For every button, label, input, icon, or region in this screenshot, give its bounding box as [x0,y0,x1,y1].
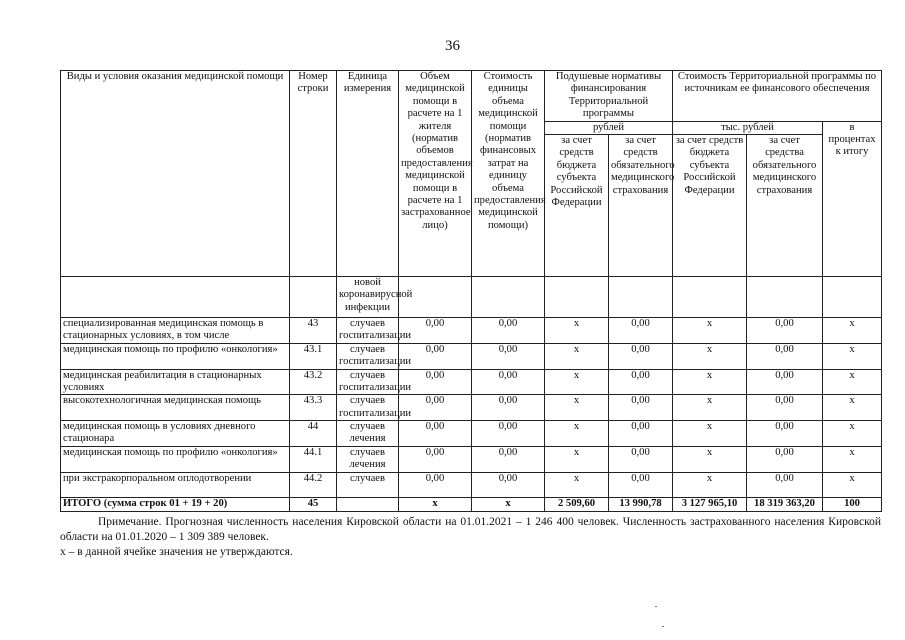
row-pct: x [823,395,882,421]
total-pct: 100 [823,497,882,511]
header-program-cost-group: Стоимость Территориальной программы по источникам ее финансового обеспечения [673,71,882,122]
row-pc-budget: x [545,472,609,497]
header-volume: Объем медицинской помощи в расчете на 1 жителя (норматив объемов предоставления медицинской помощи в расчете на 1 застрахованное лицо) [399,71,472,277]
header-unit: Единица измерения [337,71,399,277]
row-volume: 0,00 [399,343,472,369]
row-cost: 0,00 [472,369,545,395]
row-tp-oms: 0,00 [747,472,823,497]
row-pct: x [823,317,882,343]
header-percent: в процентах к итогу [823,121,882,276]
row-pc-oms: 0,00 [609,446,673,472]
table-row [61,421,882,447]
row-tp-budget: x [673,317,747,343]
row-tp-budget: x [673,446,747,472]
note-population: Примечание. Прогнозная численность населения Кировской области на 01.01.2021 – 1 246 400 человек. Численность застрахованного населения Кировской области на 01.01.2020 – 1 309 389 человек. [60,516,881,543]
row-pc-budget: x [545,343,609,369]
total-unit [337,497,399,511]
footnote [60,515,881,560]
row-tp-budget: x [673,472,747,497]
carry-over-row [61,276,882,317]
row-unit: случаев госпитализации [337,343,399,369]
row-tp-oms: 0,00 [747,421,823,447]
row-volume: 0,00 [399,472,472,497]
row-cost: 0,00 [472,421,545,447]
row-volume: 0,00 [399,369,472,395]
row-unit: случаев лечения [337,446,399,472]
table-row [61,369,882,395]
row-cost: 0,00 [472,472,545,497]
table-row [61,343,882,369]
header-rubles: рублей [545,121,673,134]
row-tp-oms: 0,00 [747,343,823,369]
row-tp-oms: 0,00 [747,369,823,395]
row-cost: 0,00 [472,395,545,421]
row-name: медицинская помощь по профилю «онкология» [61,446,290,472]
note-x-legend: х – в данной ячейке значения не утверждаются. [60,546,293,558]
row-pc-oms: 0,00 [609,369,673,395]
row-tp-oms: 0,00 [747,395,823,421]
row-tp-budget: x [673,395,747,421]
row-tp-oms: 0,00 [747,317,823,343]
row-number: 43.2 [290,369,337,395]
row-unit: случаев [337,472,399,497]
total-tp-oms: 18 319 363,20 [747,497,823,511]
row-cost: 0,00 [472,317,545,343]
row-name: при экстракорпоральном оплодотворении [61,472,290,497]
page-number: 36 [445,38,460,54]
scan-speck [655,606,657,607]
total-tp-budget: 3 127 965,10 [673,497,747,511]
row-cost: 0,00 [472,446,545,472]
row-unit: случаев госпитализации [337,395,399,421]
row-pct: x [823,446,882,472]
row-pc-budget: x [545,421,609,447]
header-pc-oms: за счет средств обязательного медицинского страхования [609,134,673,276]
row-name: специализированная медицинская помощь в стационарных условиях, в том числе [61,317,290,343]
total-volume: х [399,497,472,511]
carry-over-unit: новой коронавирусной инфекции [337,276,399,317]
row-name: высокотехнологичная медицинская помощь [61,395,290,421]
header-thousand-rubles: тыс. рублей [673,121,823,134]
row-unit: случаев госпитализации [337,369,399,395]
total-pc-oms: 13 990,78 [609,497,673,511]
financing-table [60,70,882,512]
total-name: ИТОГО (сумма строк 01 + 19 + 20) [61,497,290,511]
row-pct: x [823,343,882,369]
row-name: медицинская реабилитация в стационарных условиях [61,369,290,395]
row-unit: случаев лечения [337,421,399,447]
row-name: медицинская помощь по профилю «онкология» [61,343,290,369]
table-row [61,317,882,343]
row-number: 43 [290,317,337,343]
row-tp-budget: x [673,369,747,395]
row-unit: случаев госпитализации [337,317,399,343]
row-pc-oms: 0,00 [609,343,673,369]
header-tp-oms: за счет средства обязательного медицинского страхования [747,134,823,276]
total-num: 45 [290,497,337,511]
row-volume: 0,00 [399,395,472,421]
row-pc-oms: 0,00 [609,317,673,343]
row-pc-oms: 0,00 [609,472,673,497]
row-tp-oms: 0,00 [747,446,823,472]
header-per-capita-group: Подушевые нормативы финансирования Территориальной программы [545,71,673,122]
row-pc-budget: x [545,317,609,343]
row-volume: 0,00 [399,421,472,447]
data-rows [61,317,882,497]
header-unit-cost: Стоимость единицы объема медицинской помощи (норматив финансовых затрат на единицу объема предоставления медицинской помощи) [472,71,545,277]
row-pct: x [823,421,882,447]
row-volume: 0,00 [399,317,472,343]
row-pc-budget: x [545,446,609,472]
row-number: 44 [290,421,337,447]
table-row [61,446,882,472]
header-row-1 [61,71,882,122]
total-cost: х [472,497,545,511]
row-pc-budget: x [545,395,609,421]
header-tp-budget: за счет средств бюджета субъекта Российской Федерации [673,134,747,276]
row-pct: x [823,369,882,395]
header-service-type: Виды и условия оказания медицинской помощи [61,71,290,277]
table-row [61,472,882,497]
row-tp-budget: x [673,421,747,447]
row-number: 43.1 [290,343,337,369]
total-row [61,497,882,511]
header-pc-budget: за счет средств бюджета субъекта Российской Федерации [545,134,609,276]
row-pc-budget: x [545,369,609,395]
row-tp-budget: x [673,343,747,369]
row-number: 44.2 [290,472,337,497]
header-row-number: Номер строки [290,71,337,277]
row-pct: x [823,472,882,497]
table-row [61,395,882,421]
total-pc-budget: 2 509,60 [545,497,609,511]
row-pc-oms: 0,00 [609,421,673,447]
row-number: 44.1 [290,446,337,472]
row-cost: 0,00 [472,343,545,369]
row-number: 43.3 [290,395,337,421]
scan-speck [662,626,664,627]
row-name: медицинская помощь в условиях дневного стационара [61,421,290,447]
row-pc-oms: 0,00 [609,395,673,421]
row-volume: 0,00 [399,446,472,472]
